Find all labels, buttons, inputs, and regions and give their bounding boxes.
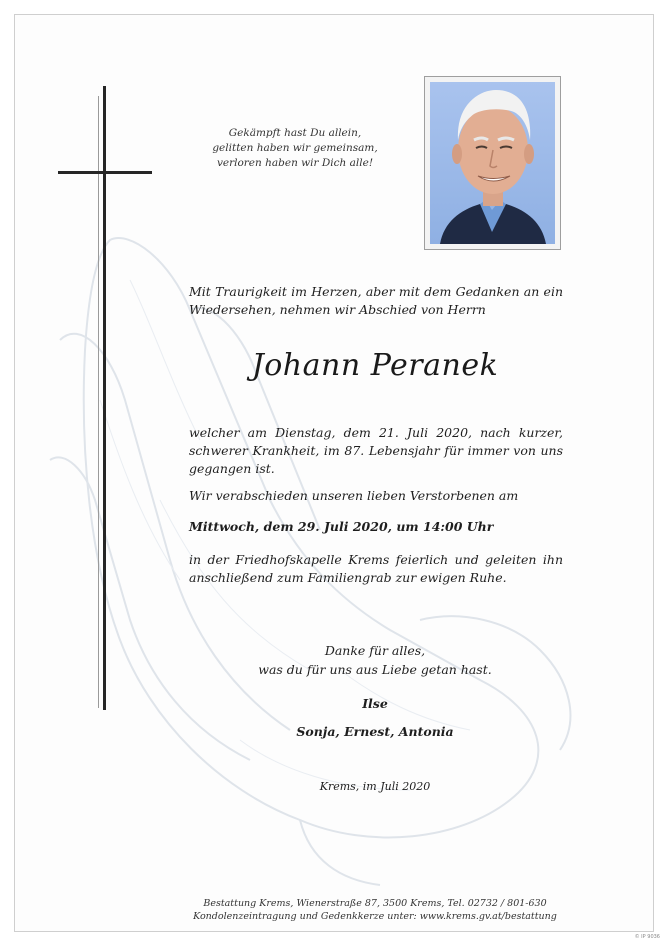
mourner-spouse: Ilse <box>362 696 388 711</box>
funeral-place: in der Friedhofskapelle Krems feierlich und geleiten ihn anschließend zum Familiengrab zur ewigen Ruhe. <box>189 552 563 585</box>
thanks-line: was du für uns aus Liebe getan hast. <box>258 662 492 677</box>
cross-shadow <box>98 96 99 708</box>
motto-line: verloren haben wir Dich alle! <box>216 157 374 169</box>
cross-bar <box>58 171 152 174</box>
intro-text: Mit Traurigkeit im Herzen, aber mit dem Gedanken an ein Wiedersehen, nehmen wir Abschied von Herrn <box>189 284 563 317</box>
latin-cross-icon <box>103 86 106 710</box>
undertaker-footer <box>160 897 590 923</box>
farewell-text: Wir verabschieden unseren lieben Verstorbenen am <box>189 488 519 503</box>
thanks-line: Danke für alles, <box>324 643 426 658</box>
death-notice: welcher am Dienstag, dem 21. Juli 2020, nach kurzer, schwerer Krankheit, im 87. Lebensjahr für immer von uns gegangen ist. <box>189 425 563 476</box>
motto-line: Gekämpft hast Du allein, <box>228 127 362 139</box>
form-code: © IP 9036 <box>634 934 660 940</box>
motto-verse <box>190 126 400 171</box>
footer-address: Bestattung Krems, Wienerstraße 87, 3500 Krems, Tel. 02732 / 801-630 <box>203 898 547 909</box>
deceased-name: Johann Peranek <box>251 348 499 383</box>
portrait-photo <box>430 82 555 244</box>
motto-line: gelitten haben wir gemeinsam, <box>212 142 378 154</box>
mourner-children: Sonja, Ernest, Antonia <box>296 724 454 739</box>
funeral-date: Mittwoch, dem 29. Juli 2020, um 14:00 Uhr <box>189 519 494 534</box>
thanks-verse <box>220 641 530 679</box>
location-date: Krems, im Juli 2020 <box>319 780 431 793</box>
portrait-frame <box>424 76 561 250</box>
footer-condolence: Kondolenzeintragung und Gedenkkerze unter: www.krems.gv.at/bestattung <box>193 911 557 922</box>
